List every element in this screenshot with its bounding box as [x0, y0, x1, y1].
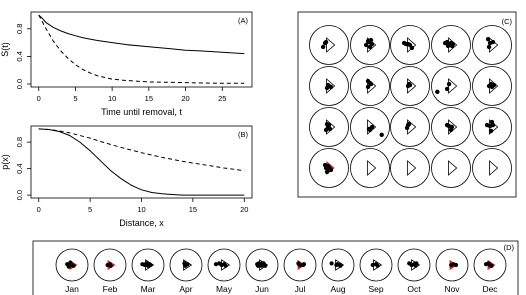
grid-cell-point — [407, 122, 411, 126]
month-label: Jan — [65, 284, 79, 294]
month-point — [376, 264, 380, 268]
month-label: May — [215, 284, 233, 294]
y-axis-label: S(t) — [0, 42, 10, 57]
grid-cell-point — [451, 42, 455, 46]
grid-cell-point — [326, 83, 330, 87]
y-tick-label: 0.4 — [15, 163, 24, 174]
month-point — [183, 264, 187, 268]
grid-cell-point — [328, 167, 332, 171]
grid-cell-point — [323, 163, 327, 167]
grid-cell-point — [489, 82, 493, 86]
y-tick-label: 0.8 — [15, 136, 24, 148]
x-axis-label: Distance, x — [119, 218, 164, 228]
x-tick-label: 10 — [107, 94, 117, 103]
grid-cell-point — [450, 125, 454, 129]
x-axis-label: Time until removal, t — [101, 107, 182, 117]
month-label: Nov — [444, 284, 460, 294]
month-point — [330, 261, 334, 265]
grid-cell-point — [324, 40, 328, 44]
month-label: Sep — [368, 284, 384, 294]
grid-cell-point — [327, 123, 331, 127]
x-tick-label: 15 — [144, 94, 154, 103]
month-label: Jul — [294, 284, 306, 294]
month-label: Dec — [482, 284, 498, 294]
y-tick-label: 0.4 — [15, 51, 24, 62]
series-line-solid — [39, 129, 245, 195]
month-point — [414, 261, 418, 265]
month-point — [302, 262, 306, 266]
x-tick-label: 25 — [218, 94, 227, 103]
x-tick-label: 5 — [73, 94, 78, 103]
grid-cell-point — [491, 40, 495, 44]
grid-cell-point — [328, 127, 332, 131]
grid-cell-point — [404, 42, 408, 46]
panel-label: (C) — [501, 17, 512, 26]
grid-cell-point — [321, 45, 325, 49]
grid-cell-point — [405, 126, 409, 130]
x-tick-label: 15 — [188, 205, 198, 214]
grid-cell-point — [324, 128, 328, 132]
x-tick-label: 5 — [88, 205, 93, 214]
x-tick-label: 20 — [240, 205, 249, 214]
month-point — [454, 263, 458, 267]
month-label: Mar — [140, 284, 156, 294]
grid-cell-point — [370, 125, 374, 129]
grid-cell-point — [406, 84, 410, 88]
month-point — [148, 263, 152, 267]
month-point — [335, 262, 339, 266]
grid-cell-point — [445, 123, 449, 127]
grid-cell-point — [489, 129, 493, 133]
y-tick-label: 0.0 — [15, 189, 24, 201]
month-point — [490, 264, 494, 268]
month-label: Feb — [102, 284, 118, 294]
series-line-dashed — [39, 15, 245, 83]
grid-cell-point — [367, 40, 371, 44]
x-tick-label: 10 — [137, 205, 146, 214]
plot-frame — [31, 126, 252, 198]
month-point — [262, 263, 266, 267]
grid-cell-point — [447, 82, 451, 86]
grid-cell-point — [408, 43, 412, 47]
grid-cell-point — [380, 133, 384, 137]
month-point — [72, 264, 76, 268]
y-axis-label: p(x) — [0, 154, 10, 170]
series-line-solid — [39, 15, 245, 54]
x-tick-label: 20 — [181, 94, 190, 103]
panel-label: (D) — [503, 243, 514, 252]
panel-label: (A) — [238, 16, 248, 25]
grid-cell-point — [435, 90, 439, 94]
grid-cell-point — [486, 37, 490, 41]
panel-label: (B) — [238, 130, 248, 139]
month-label: Apr — [179, 284, 193, 294]
grid-cell-point — [491, 123, 495, 127]
grid-cell-point — [487, 45, 491, 49]
month-point — [224, 264, 228, 268]
x-tick-label: 0 — [36, 205, 41, 214]
grid-cell-point — [485, 123, 489, 127]
grid-cell-point — [445, 87, 449, 91]
month-label: Aug — [330, 284, 346, 294]
month-point — [109, 264, 113, 268]
x-tick-label: 0 — [36, 94, 41, 103]
y-tick-label: 0.8 — [15, 23, 24, 35]
plot-frame — [31, 12, 252, 87]
month-label: Oct — [407, 284, 421, 294]
y-tick-label: 0.0 — [15, 78, 24, 90]
grid-cell-point — [446, 44, 450, 48]
grid-cell-point — [369, 82, 373, 86]
month-label: Jun — [255, 284, 269, 294]
